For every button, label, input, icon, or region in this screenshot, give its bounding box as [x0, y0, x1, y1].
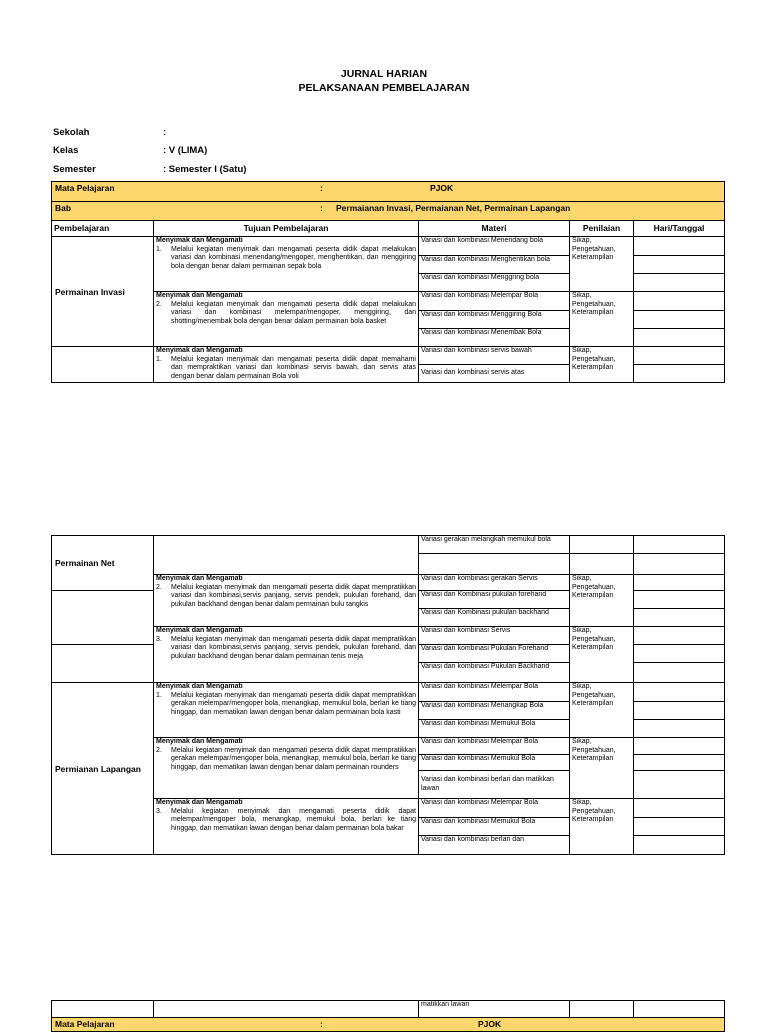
- semester-label: Semester: [53, 164, 96, 175]
- tujuan-blank-cell: [154, 1001, 419, 1018]
- tujuan-number: 3.: [156, 635, 162, 643]
- tujuan-heading: Menyimak dan Mengamati: [156, 738, 243, 745]
- materi-cell: Variasi dan kombinasi berlari dan: [419, 836, 570, 855]
- pembelajaran-blank-cell: [52, 1001, 154, 1018]
- materi-cell: Variasi dan kombinasi Melempar Bola: [419, 799, 570, 818]
- mata-pelajaran-row: [52, 182, 725, 202]
- column-header-materi: Materi: [419, 221, 570, 237]
- materi-cell: Variasi dan kombinasi gerakan Servis: [419, 575, 570, 591]
- penilaian-cell: Sikap, Pengetahuan, Keterampilan: [570, 799, 634, 855]
- penilaian-blank-cell: [570, 536, 634, 554]
- tujuan-number: 1.: [156, 355, 162, 363]
- tujuan-text: Melalui kegiatan menyimak dan mengamati peserta didik dapat mempratikkan gerakan melempar/mengoper bola, menangkap, memukul bola, berlari ke tiang hinggap, dan mematikan lawan dengan benar dalam permainan rounders: [171, 746, 416, 771]
- tujuan-text: Melalui kegiatan menyimak dan mengamati peserta didik dapat melakukan variasi dan kombinasi melempar/mengoper, menggiring, dan shotting/menembak bola dengan benar dalam permainan bola basket: [171, 300, 416, 325]
- hari-tanggal-cell[interactable]: [634, 818, 725, 836]
- mata-pelajaran-colon: :: [320, 1019, 323, 1029]
- materi-cell: Variasi dan kombinasi Menggring bola: [419, 274, 570, 292]
- journal-table-page-3: [51, 1000, 725, 1032]
- hari-tanggal-cell[interactable]: [634, 720, 725, 738]
- penilaian-blank-cell: [570, 554, 634, 575]
- tujuan-heading: Menyimak dan Mengamati: [156, 575, 243, 582]
- tujuan-number: 1.: [156, 245, 162, 253]
- hari-tanggal-cell[interactable]: [634, 347, 725, 365]
- bab-row: [52, 202, 725, 221]
- section-permainan-net: Permainan Net: [52, 536, 154, 591]
- hari-tanggal-cell[interactable]: [634, 738, 725, 755]
- tujuan-number: 2.: [156, 300, 162, 308]
- materi-cell: Variasi dan kombinasi Menangkap Bola: [419, 702, 570, 720]
- hari-tanggal-cell[interactable]: [634, 755, 725, 771]
- materi-cell: Variasi dan kombinasi Menendang bola: [419, 237, 570, 256]
- materi-cell: Variasi dan kombinasi servis atas: [419, 365, 570, 383]
- materi-cell: Variasi dan kombinasi Menghentikan bola: [419, 256, 570, 274]
- semester-value: : Semester I (Satu): [163, 164, 247, 175]
- hari-tanggal-cell[interactable]: [634, 702, 725, 720]
- penilaian-cell: Sikap, Pengetahuan, Keterampilan: [570, 738, 634, 799]
- hari-tanggal-cell[interactable]: [634, 1001, 725, 1018]
- hari-tanggal-cell[interactable]: [634, 274, 725, 292]
- column-header-hari-tanggal: Hari/Tanggal: [634, 221, 725, 237]
- materi-cell: Variasi dan kombinasi berlari dan matikkan lawan: [419, 771, 570, 799]
- tujuan-text: Melalui kegiatan menyimak dan mengamati peserta didik dapat memahami dan mempraktikan variasi dan kombinasi servis bawah, dan servis atas dengan benar dalam permainan Bola voli: [171, 355, 416, 380]
- hari-tanggal-cell[interactable]: [634, 799, 725, 818]
- tujuan-cell: [154, 237, 419, 292]
- tujuan-cell: [154, 799, 419, 855]
- materi-cell: Variasi dan kombinasi Melempar Bola: [419, 738, 570, 755]
- materi-cell: Variasi dan kombinasi servis bawah: [419, 347, 570, 365]
- mata-pelajaran-colon: :: [320, 183, 323, 193]
- materi-blank-cell: [419, 554, 570, 575]
- materi-cell: Variasi dan kombinasi Memukul Bola: [419, 755, 570, 771]
- penilaian-cell: Sikap, Pengetahuan, Keterampilan: [570, 575, 634, 627]
- document-title: JURNAL HARIAN: [340, 68, 428, 80]
- materi-cell: Variasi dan kombinasi Melempar Bola: [419, 292, 570, 311]
- hari-tanggal-cell[interactable]: [634, 609, 725, 627]
- mata-pelajaran-value: PJOK: [478, 1019, 502, 1029]
- tujuan-cell: [154, 292, 419, 347]
- bab-value: Permaianan Invasi, Permaianan Net, Permainan Lapangan: [336, 203, 571, 213]
- penilaian-cell: Sikap, Pengetahuan, Keterampilan: [570, 237, 634, 292]
- hari-tanggal-cell[interactable]: [634, 554, 725, 575]
- bab-colon: :: [320, 203, 323, 213]
- materi-cell: Variasi dan Kombinasi pukulan backhand: [419, 609, 570, 627]
- materi-cell: Variasi gerakan melangkah memukul bola: [419, 536, 570, 554]
- materi-cell: matikkan lawan: [419, 1001, 570, 1018]
- penilaian-cell: Sikap, Pengetahuan, Keterampilan: [570, 683, 634, 738]
- tujuan-text: Melalui kegiatan menyimak dan mengamati peserta didik dapat mempratikkan gerakan melempar/mengoper bola, menangkap, memukul bola, berlari ke tiang hinggap, dan mematikan lawan dengan benar dalam permainan bola kasti: [171, 691, 416, 716]
- hari-tanggal-cell[interactable]: [634, 591, 725, 609]
- column-header-pembelajaran: Pembelajaran: [52, 221, 154, 237]
- hari-tanggal-cell[interactable]: [634, 836, 725, 855]
- penilaian-cell: Sikap, Pengetahuan, Keterampilan: [570, 627, 634, 683]
- tujuan-cell: [154, 575, 419, 627]
- bab-label: Bab: [55, 203, 72, 213]
- tujuan-number: 2.: [156, 746, 162, 754]
- materi-cell: Variasi dan kombinasi Menggiring Bola: [419, 311, 570, 329]
- mata-pelajaran-row: [52, 1018, 725, 1032]
- mata-pelajaran-label: Mata Pelajaran: [55, 1019, 115, 1029]
- document-subtitle: PELAKSANAAN PEMBELAJARAN: [298, 82, 470, 94]
- pembelajaran-blank-cell: [52, 645, 154, 683]
- tujuan-text: Melalui kegiatan menyimak dan mengamati peserta didik dapat mempratikkan variasi dan kombinasi,servis panjang, servis pendek, pukulan forehand, dan pukulan backhand dengan benar dalam permainan bulu tangkis: [171, 583, 416, 608]
- column-header-penilaian: Penilaian: [570, 221, 634, 237]
- tujuan-cell: [154, 683, 419, 738]
- sekolah-value: :: [163, 127, 167, 138]
- tujuan-heading: Menyimak dan Mengamati: [156, 292, 243, 299]
- hari-tanggal-cell[interactable]: [634, 256, 725, 274]
- pembelajaran-blank-cell: [52, 591, 154, 645]
- tujuan-heading: Menyimak dan Mengamati: [156, 347, 243, 354]
- tujuan-number: 2.: [156, 583, 162, 591]
- mata-pelajaran-label: Mata Pelajaran: [55, 183, 115, 193]
- hari-tanggal-cell[interactable]: [634, 365, 725, 383]
- hari-tanggal-cell[interactable]: [634, 683, 725, 702]
- materi-cell: Variasi dan kombinasi Memukul Bola: [419, 818, 570, 836]
- penilaian-cell: Sikap, Pengetahuan, Keterampilan: [570, 292, 634, 347]
- materi-cell: Variasi dan kombinasi Pukulan Backhand: [419, 663, 570, 683]
- materi-cell: Variasi dan kombinasi Menembak Bola: [419, 329, 570, 347]
- tujuan-cell: [154, 738, 419, 799]
- mata-pelajaran-value: PJOK: [430, 183, 454, 193]
- tujuan-heading: Menyimak dan Mengamati: [156, 237, 243, 244]
- tujuan-text: Melalui kegiatan menyimak dan mengamati peserta didik dapat melakukan variasi dan kombinasi menendang/mengoper, menghentikan, dan menggiring bola dengan benar dalam permainan sepak bola: [171, 245, 416, 270]
- materi-cell: Variasi dan Kombinasi pukulan forehand: [419, 591, 570, 609]
- penilaian-blank-cell: [570, 1001, 634, 1018]
- tujuan-blank-cell: [154, 536, 419, 575]
- tujuan-heading: Menyimak dan Mengamati: [156, 683, 243, 690]
- tujuan-text: Melalui kegiatan menyimak dan mengamati peserta didik dapat melempar/mengoper bola, menangkap, memukul bola, berlari ke tiang hinggap, dan mematikan lawan dengan benar dalam permainan bola bakar: [171, 807, 416, 832]
- hari-tanggal-cell[interactable]: [634, 645, 725, 663]
- tujuan-number: 3.: [156, 807, 162, 815]
- tujuan-heading: Menyimak dan Mengamati: [156, 799, 243, 806]
- materi-cell: Variasi dan kombinasi Melempar Bola: [419, 683, 570, 702]
- hari-tanggal-cell[interactable]: [634, 311, 725, 329]
- section-permainan-lapangan: Permianan Lapangan: [52, 683, 154, 855]
- hari-tanggal-cell[interactable]: [634, 771, 725, 799]
- journal-table-page-1: [51, 181, 725, 383]
- hari-tanggal-cell[interactable]: [634, 575, 725, 591]
- hari-tanggal-cell[interactable]: [634, 237, 725, 256]
- pembelajaran-blank-cell: [52, 347, 154, 383]
- kelas-label: Kelas: [53, 145, 79, 156]
- penilaian-cell: Sikap, Pengetahuan, Keterampilan: [570, 347, 634, 383]
- tujuan-cell: [154, 347, 419, 383]
- kelas-value: : V (LIMA): [163, 145, 208, 156]
- journal-table-page-2: [51, 535, 725, 855]
- materi-cell: Variasi dan kombinasi Memukul Bola: [419, 720, 570, 738]
- tujuan-text: Melalui kegiatan menyimak dan mengamati peserta didik dapat mempratikkan variasi dan kombinasi,servis panjang, servis pendek, pukulan forehand, dan pukulan backhand dengan benar dalam permainan tenis meja: [171, 635, 416, 660]
- sekolah-label: Sekolah: [53, 127, 90, 138]
- hari-tanggal-cell[interactable]: [634, 292, 725, 311]
- hari-tanggal-cell[interactable]: [634, 663, 725, 683]
- tujuan-heading: Menyimak dan Mengamati: [156, 627, 243, 634]
- hari-tanggal-cell[interactable]: [634, 329, 725, 347]
- section-permainan-invasi: Permainan Invasi: [52, 237, 154, 347]
- hari-tanggal-cell[interactable]: [634, 536, 725, 554]
- materi-cell: Variasi dan kombinasi Pukulan Forehand: [419, 645, 570, 663]
- hari-tanggal-cell[interactable]: [634, 627, 725, 645]
- materi-cell: Variasi dan kombinasi Servis: [419, 627, 570, 645]
- tujuan-cell: [154, 627, 419, 683]
- column-header-tujuan: Tujuan Pembelajaran: [154, 221, 419, 237]
- tujuan-number: 1.: [156, 691, 162, 699]
